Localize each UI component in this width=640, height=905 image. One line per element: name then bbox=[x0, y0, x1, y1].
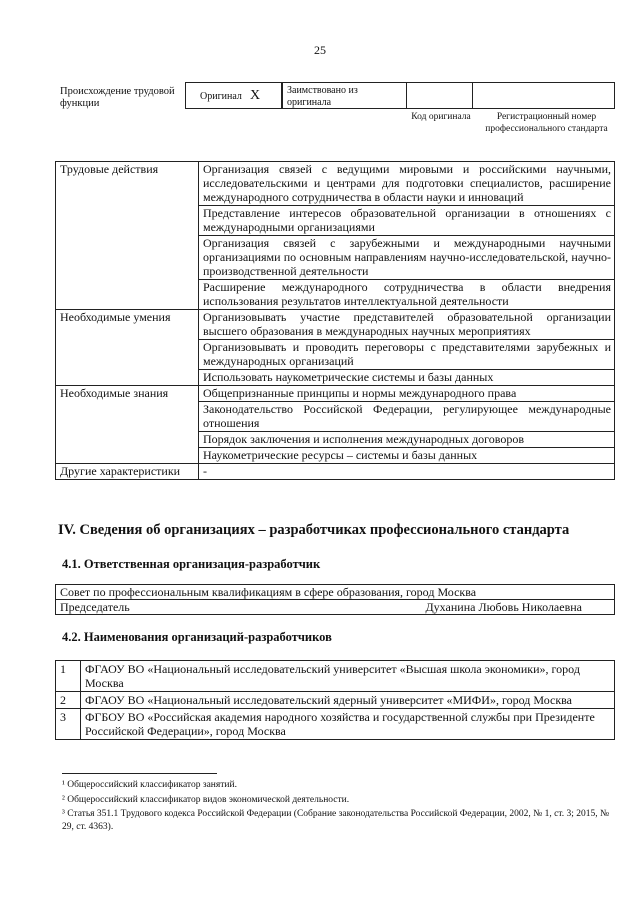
labor-function-table bbox=[55, 161, 615, 480]
table-row bbox=[56, 464, 615, 480]
footnotes bbox=[62, 779, 622, 835]
table-row bbox=[56, 661, 615, 692]
subsection-developers-title: 4.2. Наименования организаций-разработчиков bbox=[62, 630, 332, 644]
responsible-org-name: Совет по профессиональным квалификациям в сфере образования, город Москва bbox=[55, 584, 615, 600]
table-row bbox=[56, 310, 615, 340]
row-item: Порядок заключения и исполнения международных договоров bbox=[199, 432, 615, 448]
developer-name: ФГАОУ ВО «Национальный исследовательский ядерный университет «МИФИ», город Москва bbox=[81, 692, 615, 709]
footnote-3: ³ Статья 351.1 Трудового кодекса Российской Федерации (Собрание законодательства Российской Федерации, 2002, № 1, ст. 3; 2015, № 29, ст. 4363). bbox=[62, 809, 610, 832]
original-mark: X bbox=[250, 82, 282, 109]
row-item: Организация связей с ведущими мировыми и российскими научными, исследовательскими и центрами для подготовки специалистов, расширение международного сотрудничества в области науки и инноваций bbox=[199, 162, 615, 206]
row-item: - bbox=[199, 464, 615, 480]
developer-name: ФГАОУ ВО «Национальный исследовательский университет «Высшая школа экономики», город Москва bbox=[81, 661, 615, 692]
row-label: Необходимые умения bbox=[56, 310, 199, 386]
row-item: Организация связей с зарубежными и международными научными организациями по основным направлениям научно-исследовательской, научно-производственной деятельности bbox=[199, 236, 615, 280]
page-number: 25 bbox=[314, 43, 326, 57]
row-item: Общепризнанные принципы и нормы международного права bbox=[199, 386, 615, 402]
code-caption: Код оригинала bbox=[411, 112, 471, 122]
labor-function-body bbox=[56, 162, 615, 480]
chair-label: Председатель bbox=[60, 600, 130, 614]
origin-label: Происхождение трудовой функции bbox=[60, 86, 175, 109]
table-row bbox=[56, 692, 615, 709]
developers-table bbox=[55, 660, 615, 740]
chair-line bbox=[55, 600, 615, 615]
row-item: Расширение международного сотрудничества в области внедрения использования результатов интеллектуальной деятельности bbox=[199, 280, 615, 310]
borrowed-cell: Заимствовано из оригинала bbox=[282, 82, 407, 109]
row-label: Необходимые знания bbox=[56, 386, 199, 464]
row-item: Использовать наукометрические системы и базы данных bbox=[199, 370, 615, 386]
chair-name: Духанина Любовь Николаевна bbox=[425, 600, 582, 614]
row-item: Наукометрические ресурсы – системы и базы данных bbox=[199, 448, 615, 464]
row-item: Законодательство Российской Федерации, регулирующее международные отношения bbox=[199, 402, 615, 432]
table-row bbox=[56, 386, 615, 402]
subsection-responsible-title: 4.1. Ответственная организация-разработчик bbox=[62, 557, 321, 571]
row-item: Организовывать и проводить переговоры с представителями зарубежных и международных организаций bbox=[199, 340, 615, 370]
footnote-1: ¹ Общероссийский классификатор занятий. bbox=[62, 780, 237, 790]
row-item: Организовывать участие представителей образовательной организации высшего образования в международных научных мероприятиях bbox=[199, 310, 615, 340]
original-cell: Оригинал bbox=[185, 82, 250, 109]
origin-box bbox=[185, 82, 615, 109]
developer-name: ФГБОУ ВО «Российская академия народного хозяйства и государственной службы при Президенте Российской Федерации», город Москва bbox=[81, 709, 615, 740]
reg-number-caption: Регистрационный номер профессионального стандарта bbox=[485, 112, 608, 134]
row-number: 2 bbox=[56, 692, 81, 709]
code-cell bbox=[407, 82, 473, 109]
table-row bbox=[56, 162, 615, 206]
row-number: 3 bbox=[56, 709, 81, 740]
row-label: Другие характеристики bbox=[56, 464, 199, 480]
row-number: 1 bbox=[56, 661, 81, 692]
footnote-divider bbox=[62, 773, 217, 774]
footnote-2: ² Общероссийский классификатор видов экономической деятельности. bbox=[62, 794, 350, 805]
responsible-org-box bbox=[55, 584, 615, 615]
section-title: IV. Сведения об организациях – разработчиках профессионального стандарта bbox=[58, 522, 570, 538]
row-item: Представление интересов образовательной организации в отношениях с международными организациями bbox=[199, 206, 615, 236]
row-label: Трудовые действия bbox=[56, 162, 199, 310]
table-row bbox=[56, 709, 615, 740]
reg-number-cell bbox=[473, 82, 615, 109]
